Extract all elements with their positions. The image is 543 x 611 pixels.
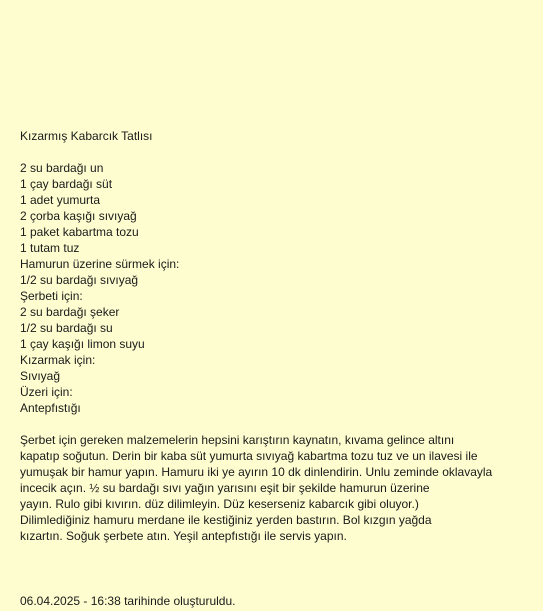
ingredient-item: 2 çorba kaşığı sıvıyağ bbox=[20, 209, 137, 223]
ingredient-section-heading: Şerbeti için: bbox=[20, 289, 83, 303]
ingredient-item: 2 su bardağı şeker bbox=[20, 305, 120, 319]
instructions-line: yayın. Rulo gibi kıvırın. düz dilimleyin. Düz keserseniz kabarcık gibi oluyor.) bbox=[20, 497, 419, 511]
ingredient-section-heading: Kızarmak için: bbox=[20, 353, 96, 367]
ingredient-item: Sıvıyağ bbox=[20, 369, 61, 383]
instructions-line: Dilimlediğiniz hamuru merdane ile kestiğiniz yerden bastırın. Bol kızgın yağda bbox=[20, 513, 432, 527]
ingredient-item: 1 tutam tuz bbox=[20, 241, 80, 255]
instructions-line: kızartın. Soğuk şerbete atın. Yeşil antepfıstığı ile servis yapın. bbox=[20, 529, 347, 543]
instructions-line: yumuşak bir hamur yapın. Hamuru iki ye ayırın 10 dk dinlendirin. Unlu zeminde oklavayla bbox=[20, 465, 493, 479]
ingredient-item: 1/2 su bardağı su bbox=[20, 321, 113, 335]
ingredient-list bbox=[20, 160, 525, 416]
ingredient-item: 1 çay bardağı süt bbox=[20, 177, 113, 191]
ingredient-item: 2 su bardağı un bbox=[20, 161, 104, 175]
instructions-line: kapatıp soğutun. Derin bir kaba süt yumurta sıvıyağ kabartma tozu tuz ve un ilavesi ile bbox=[20, 449, 478, 463]
instructions-paragraph bbox=[20, 432, 525, 544]
ingredient-item: 1/2 su bardağı sıvıyağ bbox=[20, 273, 139, 287]
ingredient-item: 1 paket kabartma tozu bbox=[20, 225, 139, 239]
created-timestamp: 06.04.2025 - 16:38 tarihinde oluşturuldu. bbox=[20, 594, 236, 608]
ingredient-item: 1 çay kaşığı limon suyu bbox=[20, 337, 145, 351]
instructions-line: Şerbet için gereken malzemelerin hepsini karıştırın kaynatın, kıvama gelince altını bbox=[20, 433, 455, 447]
instructions-line: incecik açın. ½ su bardağı sıvı yağın yarısını eşit bir şekilde hamurun üzerine bbox=[20, 481, 430, 495]
ingredient-section-heading: Üzeri için: bbox=[20, 385, 73, 399]
ingredient-item: Antepfıstığı bbox=[20, 401, 81, 415]
recipe-title: Kızarmış Kabarcık Tatlısı bbox=[20, 129, 153, 143]
ingredient-item: 1 adet yumurta bbox=[20, 193, 101, 207]
ingredient-section-heading: Hamurun üzerine sürmek için: bbox=[20, 257, 180, 271]
recipe-document bbox=[20, 128, 525, 544]
